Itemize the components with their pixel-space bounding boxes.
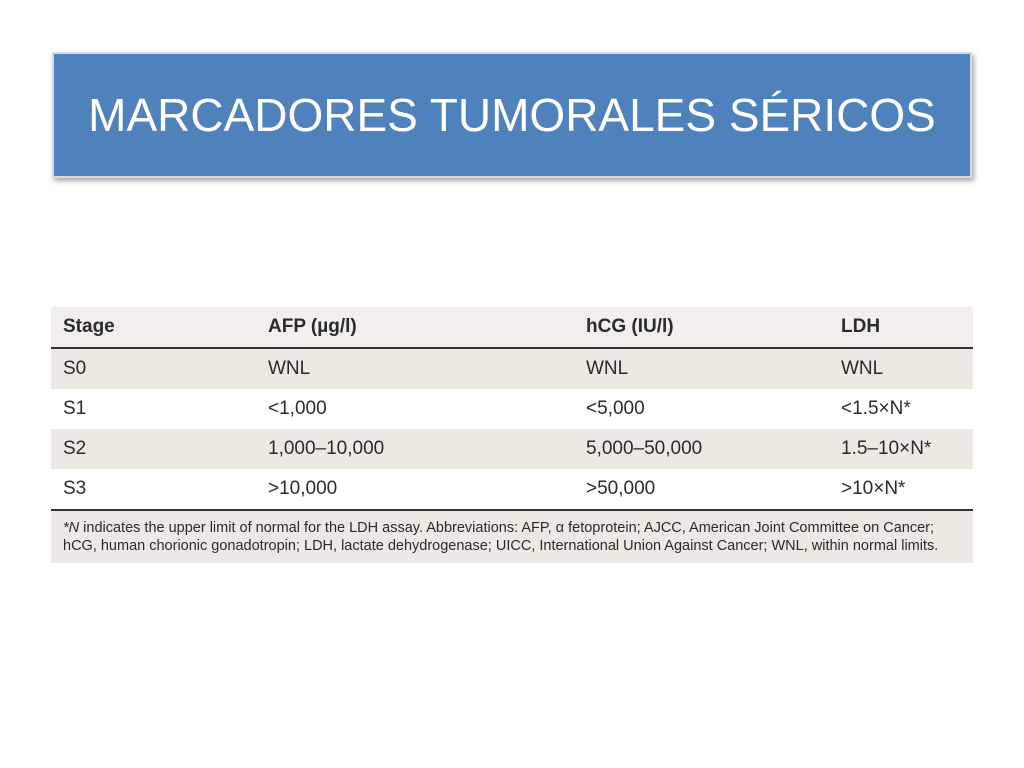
cell-hcg: >50,000 [574,469,829,510]
cell-stage: S1 [51,389,256,429]
cell-ldh: 1.5–10×N* [829,429,973,469]
cell-stage: S0 [51,348,256,389]
footnote-marker: *N [63,520,80,536]
staging-table-container [51,307,973,563]
cell-afp: WNL [256,348,574,389]
staging-table [51,307,973,511]
cell-stage: S2 [51,429,256,469]
slide-title: MARCADORES TUMORALES SÉRICOS [88,89,936,141]
cell-afp: 1,000–10,000 [256,429,574,469]
cell-ldh: <1.5×N* [829,389,973,429]
cell-hcg: WNL [574,348,829,389]
cell-afp: >10,000 [256,469,574,510]
header-afp: AFP (µg/l) [256,307,574,348]
header-ldh: LDH [829,307,973,348]
table-header-row [51,307,973,348]
table-footnote [51,511,973,563]
cell-stage: S3 [51,469,256,510]
cell-ldh: WNL [829,348,973,389]
title-banner [52,52,972,178]
cell-afp: <1,000 [256,389,574,429]
table-row [51,389,973,429]
table-row [51,429,973,469]
cell-hcg: 5,000–50,000 [574,429,829,469]
header-stage: Stage [51,307,256,348]
cell-ldh: >10×N* [829,469,973,510]
cell-hcg: <5,000 [574,389,829,429]
header-hcg: hCG (IU/l) [574,307,829,348]
footnote-text: indicates the upper limit of normal for the LDH assay. Abbreviations: AFP, α fetoprotein; AJCC, American Joint Committee on Cancer; hCG, human chorionic gonadotropin; LDH, lactate dehydrogenase; UICC, International Union Against Cancer; WNL, within normal limits. [63,520,939,554]
table-row [51,348,973,389]
table-row [51,469,973,510]
